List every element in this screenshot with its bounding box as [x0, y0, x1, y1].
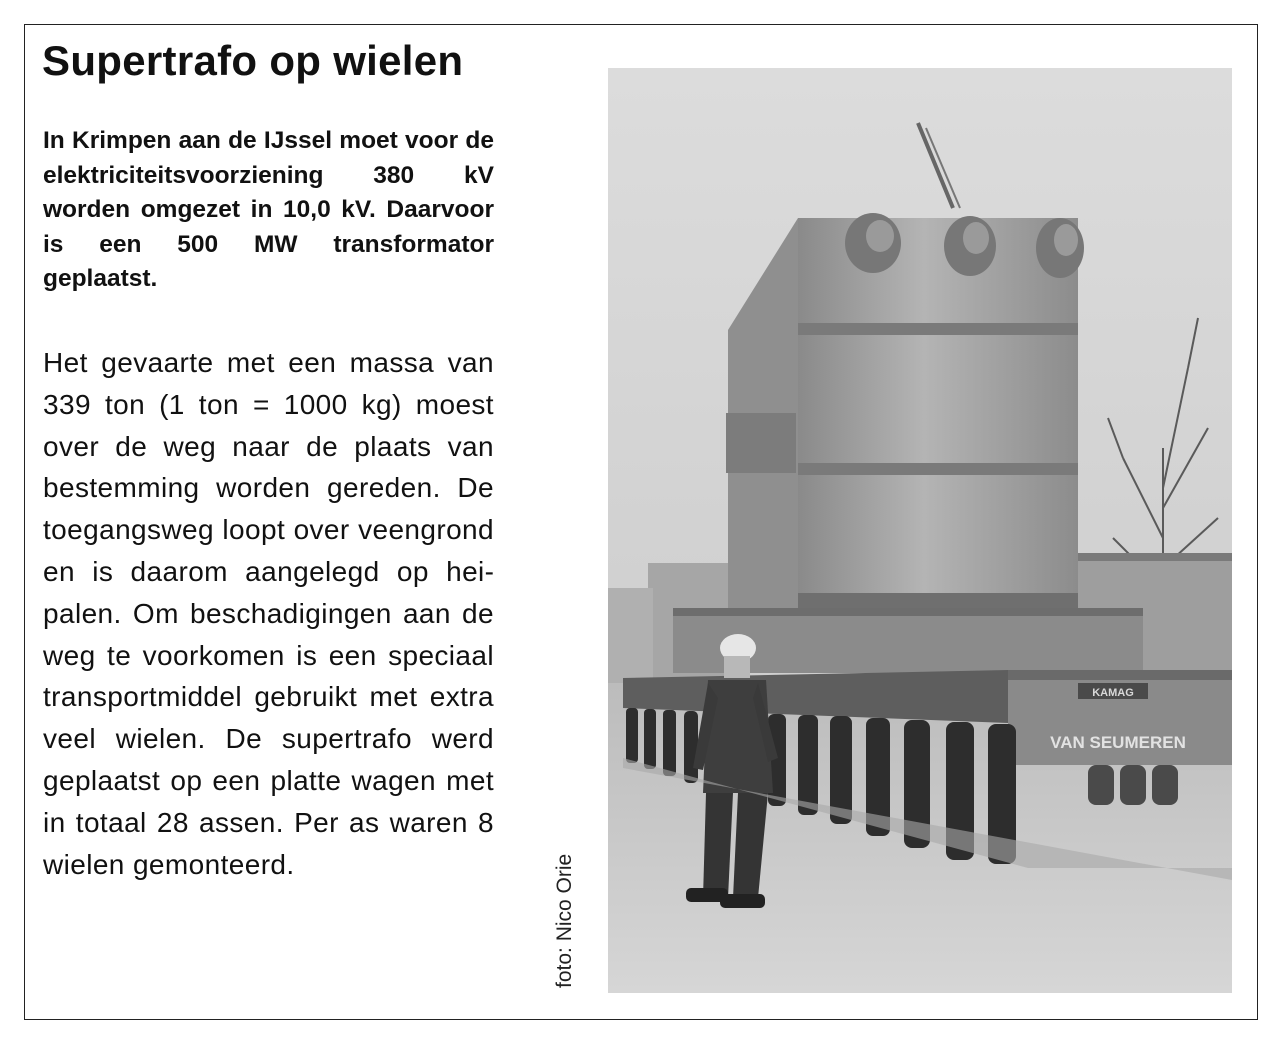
photo-credit: foto: Nico Orie: [553, 853, 576, 988]
article-body: Het gevaarte met een massa van 339 ton (1 ton = 1000 kg) moest over de weg naar de plaats van bestemming worden gereden. De toegangsweg loopt over veengrond en is daarom aangelegd op heipalen. Om beschadigingen aan de weg te voorkomen is een speciaal transportmiddel gebruikt met extra veel wielen. De supertrafo werd geplaatst op een platte wagen met in totaal 28 assen. Per as waren 8 wielen gemonteerd.: [43, 347, 494, 880]
transformer-photo: [608, 68, 1232, 993]
article-lead: In Krimpen aan de IJssel moet voor de elektriciteitsvoorziening 380 kV worden omgezet in 10,0 kV. Daarvoor is een 500 MW transformator geplaatst.: [43, 127, 494, 292]
article-title: Supertrafo op wielen: [42, 37, 464, 84]
trailer-brand: KAMAG: [1092, 687, 1134, 699]
photo-transformer-on-trailer-icon: [608, 68, 1232, 993]
trailer-company: VAN SEUMEREN: [1050, 733, 1186, 752]
